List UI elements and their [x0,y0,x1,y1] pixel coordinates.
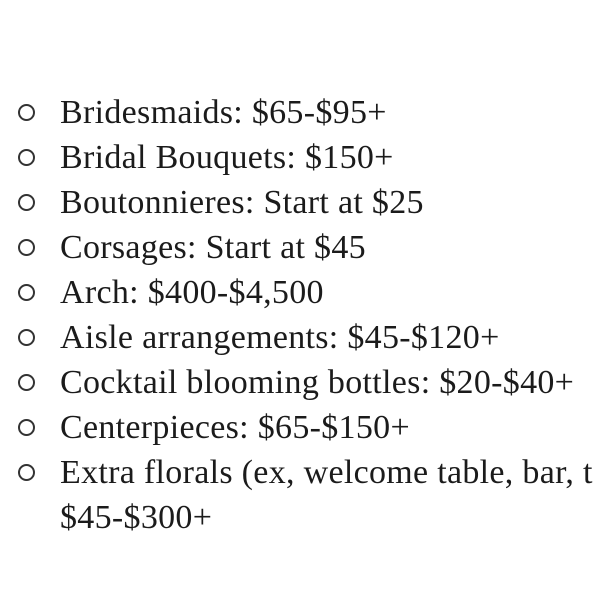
circle-bullet-icon [18,149,35,166]
circle-bullet-icon [18,194,35,211]
list-item-text: Centerpieces: $65-$150+ [60,409,410,446]
list-item-text: Aisle arrangements: $45-$120+ [60,319,500,356]
list-item-text: Cocktail blooming bottles: $20-$40+ [60,364,575,401]
list-item-text-line1: Extra florals (ex, welcome table, bar, t [60,454,593,491]
list-item-text: Boutonnieres: Start at $25 [60,184,424,221]
list-item-text: Bridal Bouquets: $150+ [60,139,394,176]
list-item [18,360,600,405]
list-item-text: Bridesmaids: $65-$95+ [60,94,387,131]
list-item [18,315,600,360]
list-item [18,90,600,135]
list-item [18,225,600,270]
list-item-text: Corsages: Start at $45 [60,229,366,266]
circle-bullet-icon [18,419,35,436]
list-item-text-line2: $45-$300+ [60,499,213,536]
circle-bullet-icon [18,104,35,121]
circle-bullet-icon [18,329,35,346]
list-item [18,270,600,315]
list-item [18,450,600,540]
list-item-multiline [60,450,593,540]
list-item [18,405,600,450]
circle-bullet-icon [18,284,35,301]
circle-bullet-icon [18,239,35,256]
list-item [18,135,600,180]
circle-bullet-icon [18,464,35,481]
list-item [18,180,600,225]
list-item-text: Arch: $400-$4,500 [60,274,324,311]
circle-bullet-icon [18,374,35,391]
